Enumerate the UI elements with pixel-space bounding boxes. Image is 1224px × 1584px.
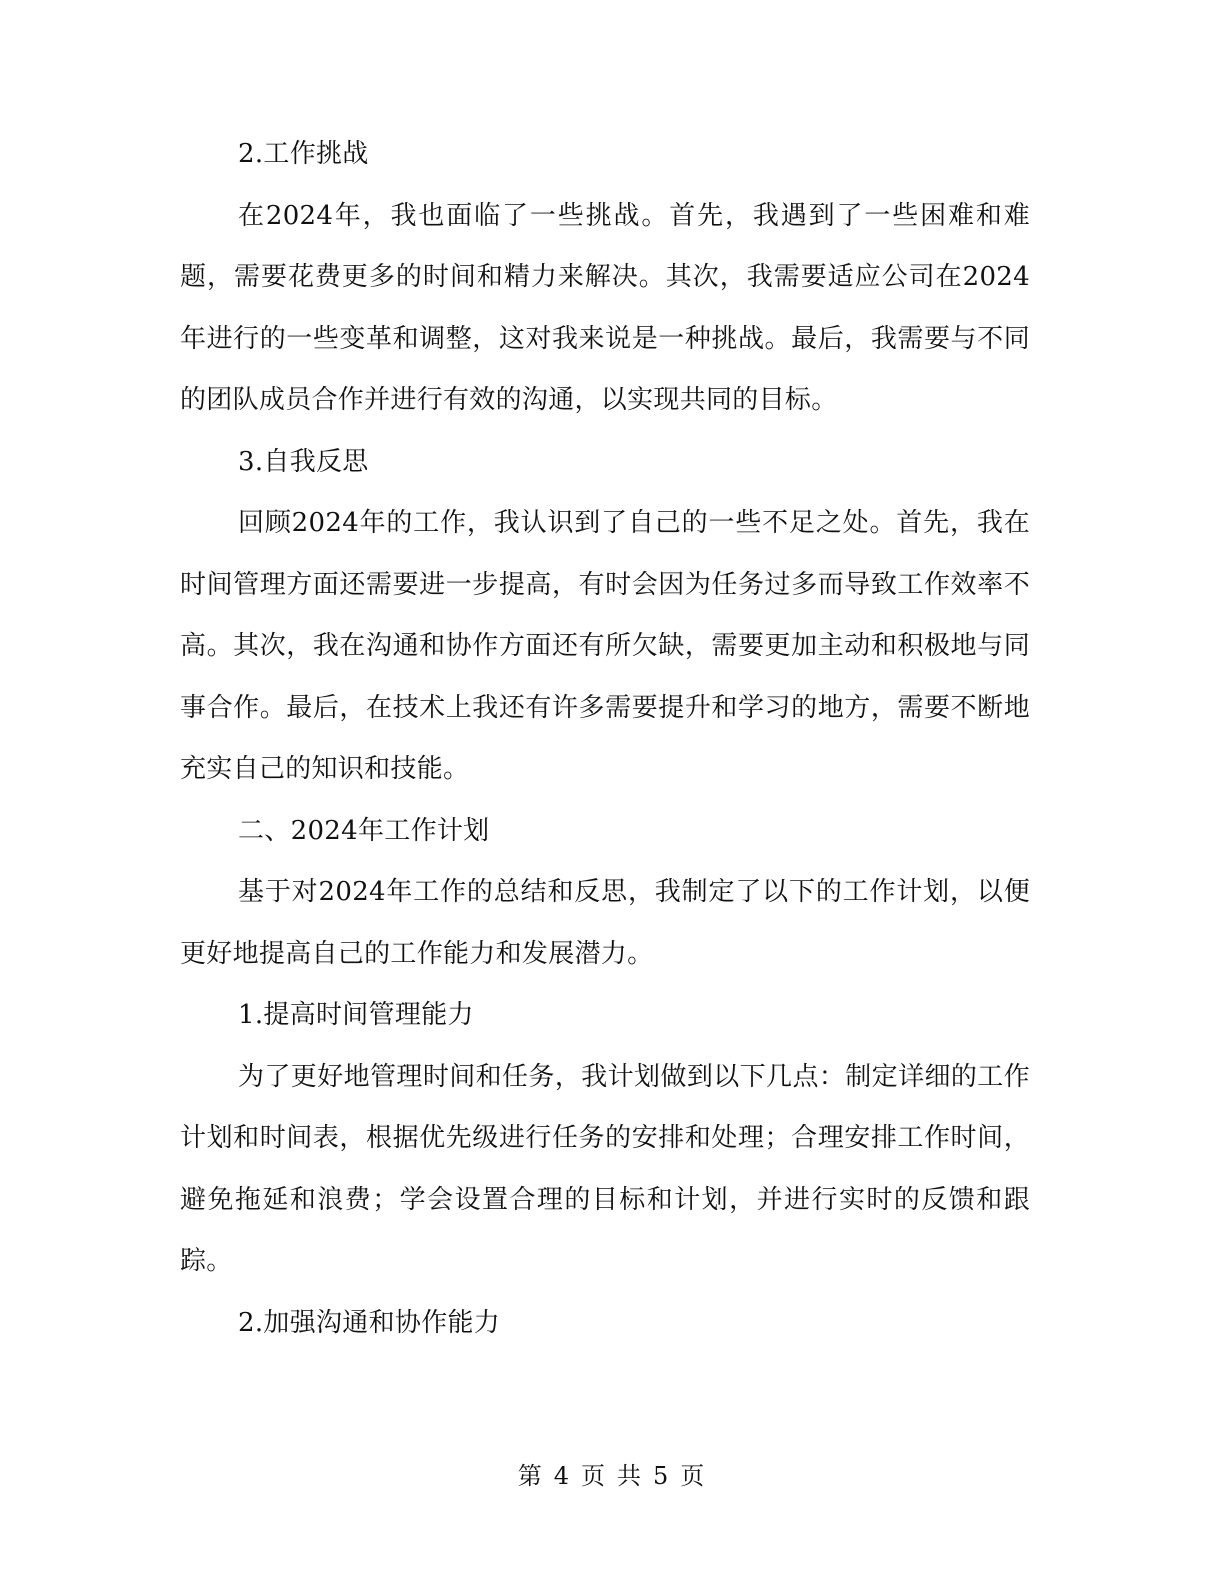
footer-total-pages: 5: [653, 1462, 671, 1490]
footer-total-suffix: 页: [680, 1462, 707, 1490]
document-body: [180, 124, 1030, 1354]
heading-work-plan: 二、2024年工作计划: [238, 815, 490, 846]
footer-total-prefix: 共: [617, 1462, 643, 1490]
paragraph-work-plan-intro: 基于对2024年工作的总结和反思，我制定了以下的工作计划，以便更好地提高自己的工作能力和发展潜力。: [180, 877, 1030, 969]
heading-time-management: 1.提高时间管理能力: [238, 1000, 474, 1030]
footer-current-page: 4: [553, 1462, 571, 1490]
footer-prefix: 第: [517, 1462, 544, 1490]
heading-self-reflection: 3.自我反思: [238, 446, 369, 477]
paragraph-self-reflection: 回顾2024年的工作，我认识到了自己的一些不足之处。首先，我在时间管理方面还需要进一步提高，有时会因为任务过多而导致工作效率不高。其次，我在沟通和协作方面还有所欠缺，需要更加主动和积极地与同事合作。最后，在技术上我还有许多需要提升和学习的地方，需要不断地充实自己的知识和技能。: [180, 508, 1030, 784]
footer-page-word: 页: [581, 1462, 607, 1490]
page-footer: [0, 1456, 1224, 1491]
paragraph-work-challenges: 在2024年，我也面临了一些挑战。首先，我遇到了一些困难和难题，需要花费更多的时间和精力来解决。其次，我需要适应公司在2024年进行的一些变革和调整，这对我来说是一种挑战。最后，我需要与不同的团队成员合作并进行有效的沟通，以实现共同的目标。: [180, 200, 1030, 415]
heading-work-challenges: 2.工作挑战: [238, 139, 369, 169]
paragraph-time-management: 为了更好地管理时间和任务，我计划做到以下几点：制定详细的工作计划和时间表，根据优先级进行任务的安排和处理；合理安排工作时间，避免拖延和浪费；学会设置合理的目标和计划，并进行实时的反馈和跟踪。: [180, 1061, 1030, 1276]
heading-communication: 2.加强沟通和协作能力: [238, 1307, 501, 1338]
